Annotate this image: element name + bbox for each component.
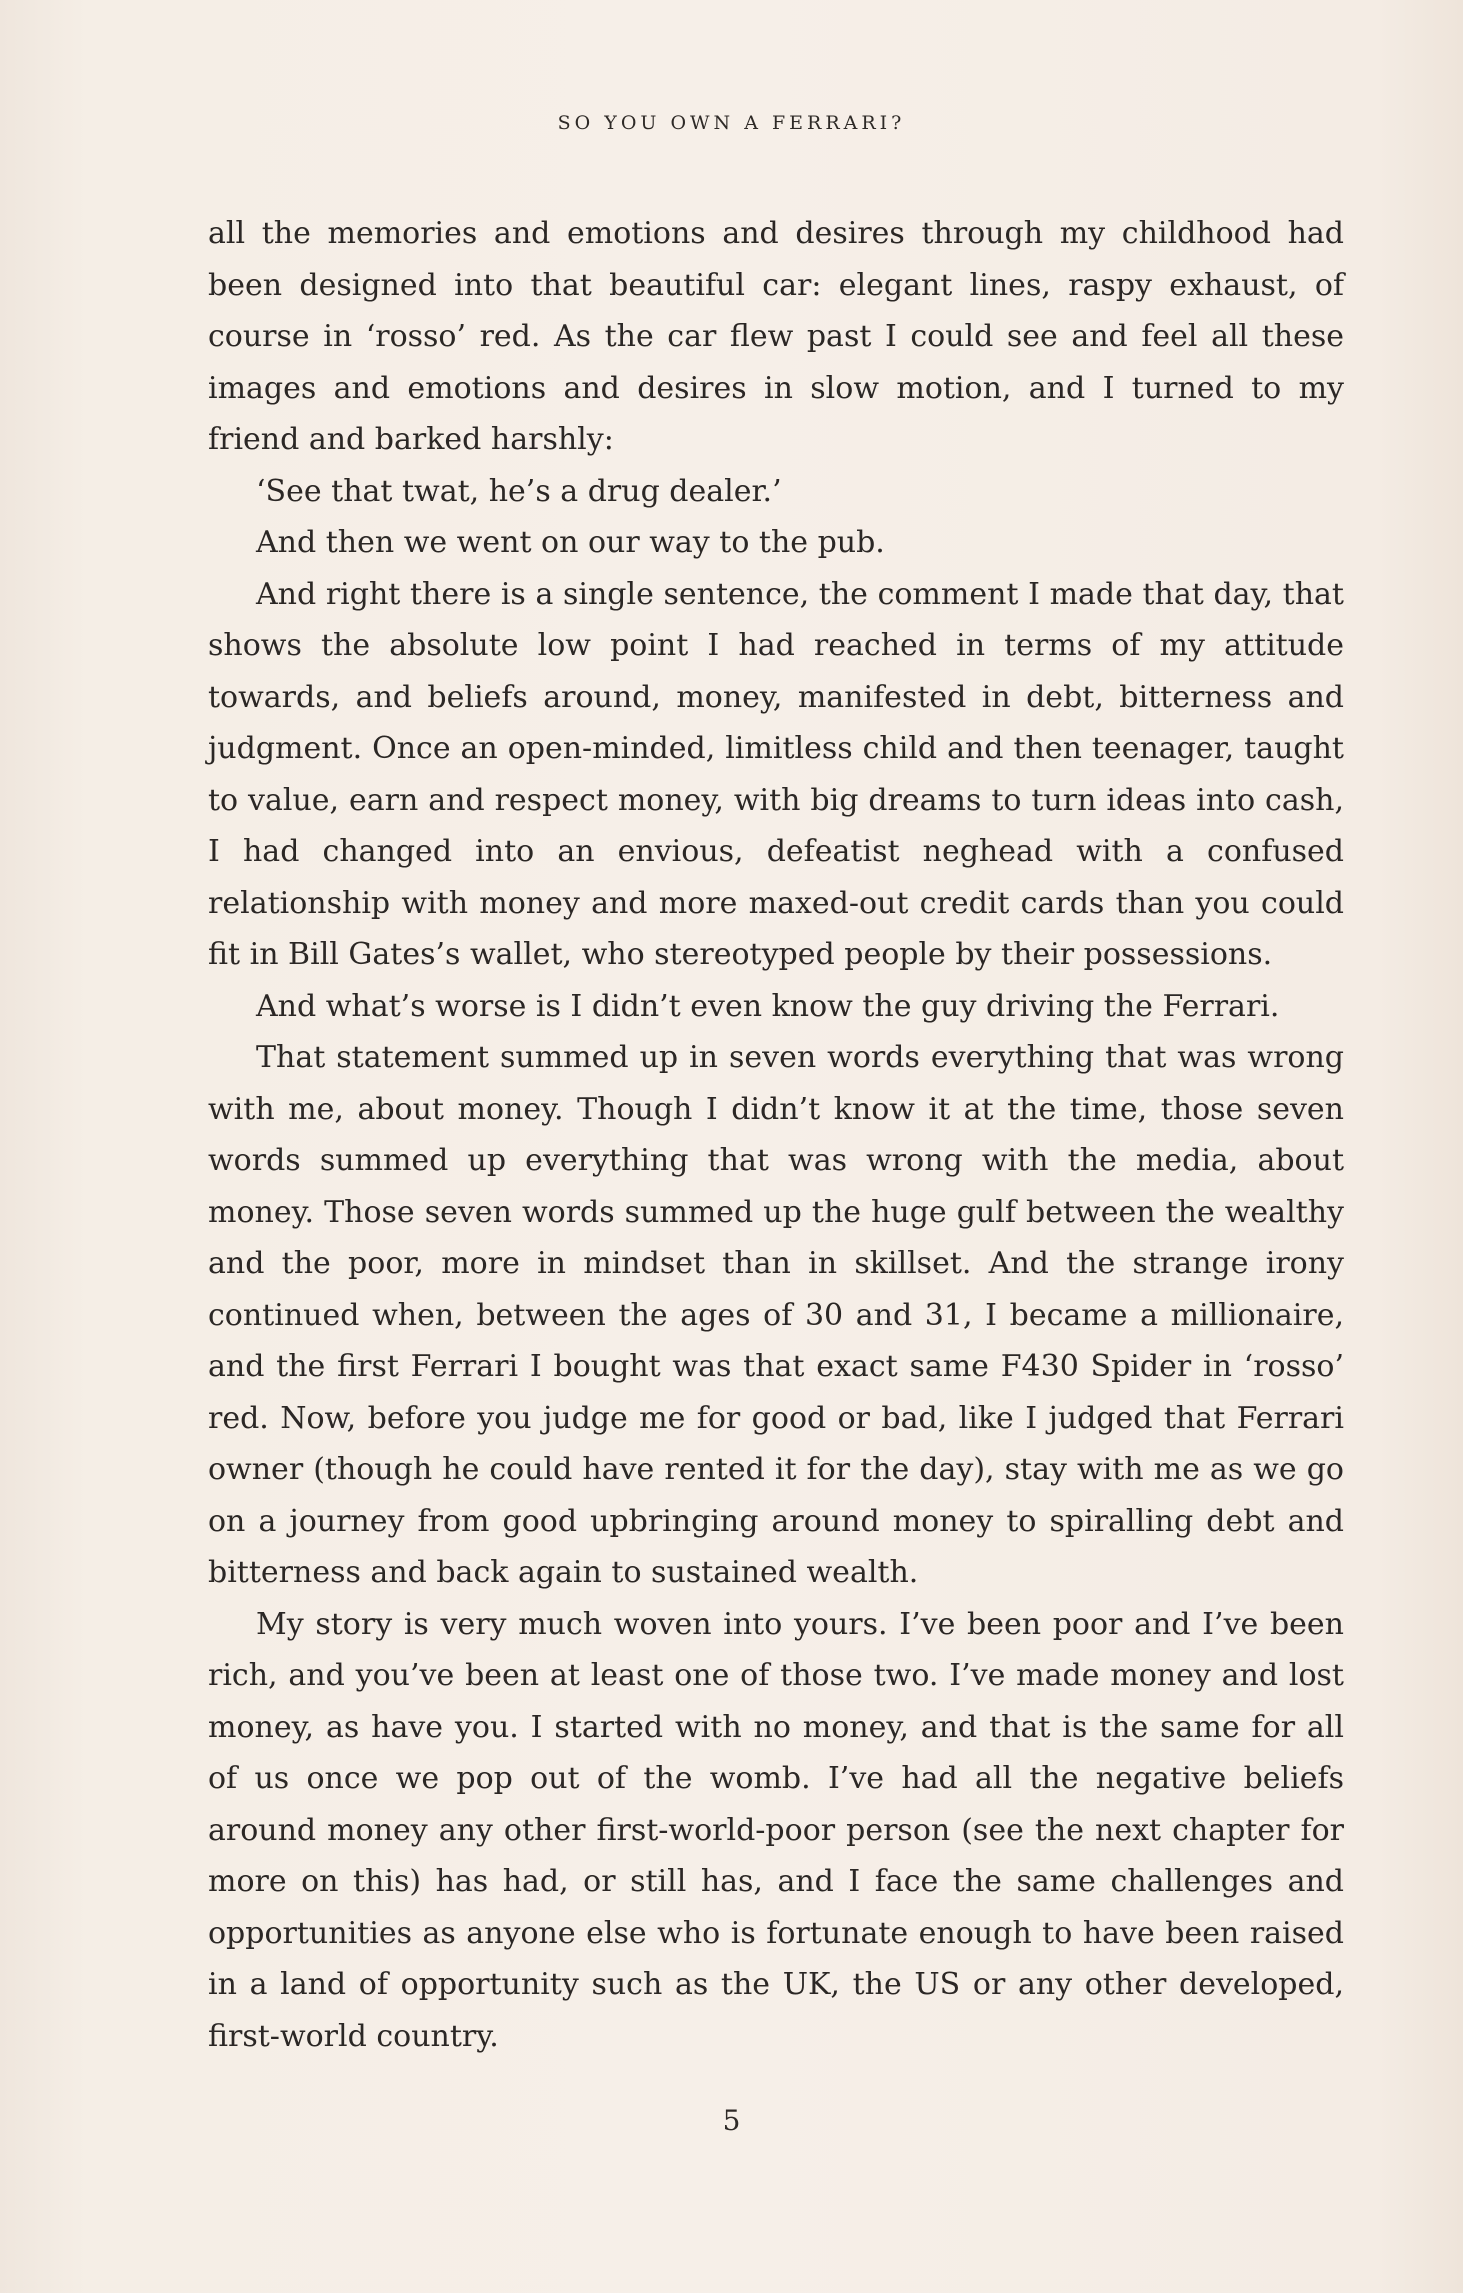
paragraph-quote: ‘See that twat, he’s a drug dealer.’: [256, 473, 782, 509]
paragraph-low-point: And right there is a single sentence, the comment I made that day, that shows the absolute low point I had reached in terms of my attitude towards, and beliefs around, money, manifested in debt, bitterness and judgment. Once an open-minded, limitless child and then teenager, taught to value, earn and respect money, with big dreams to turn ideas into cash, I had changed into an envious, defeatist neghead with a confused relationship with money and more maxed-out credit cards than you could fit in Bill Gates’s wallet, who stereotyped people by their possessions.: [208, 576, 1344, 972]
paragraph-didnt-know: And what’s worse is I didn’t even know the guy driving the Ferrari.: [256, 988, 1280, 1024]
paragraph-pub: And then we went on our way to the pub.: [256, 525, 885, 560]
paragraph-my-story: My story is very much woven into yours. I’ve been poor and I’ve been rich, and you’ve been at least one of those two. I’ve made money and lost money, as have you. I started with no money, and that is the same for all of us once we pop out of the womb. I’ve had all the negative beliefs around money any other first-world-poor person (see the next chapter for more on this) has had, or still has, and I face the same challenges and opportunities as anyone else who is fortunate enough to have been raised in a land of opportunity such as the UK, the US or any other developed, first-world country.: [208, 1606, 1344, 2054]
page-number: 5: [722, 2104, 741, 2137]
paragraph-seven-words: That statement summed up in seven words everything that was wrong with me, about money. Though I didn’t know it at the time, those seven words summed up everything that was wrong with the media, about money. Those seven words summed up the huge gulf between the wealthy and the poor, more in mindset than in skillset. And the strange irony continued when, between the ages of 30 and 31, I became a millionaire, and the first Ferrari I bought was that exact same F430 Spider in ‘rosso’ red. Now, before you judge me for good or bad, like I judged that Ferrari owner (though he could have rented it for the day), stay with me as we go on a journey from good upbringing around money to spiralling debt and bitterness and back again to sustained wealth.: [208, 1040, 1344, 1590]
running-head: SO YOU OWN A FERRARI?: [557, 112, 906, 134]
paragraph-continuation: all the memories and emotions and desires through my childhood had been designed into that beautiful car: elegant lines, raspy exhaust, of course in ‘rosso’ red. As the car flew past I could see and feel all these images and emotions and desires in slow motion, and I turned to my friend and barked harshly:: [208, 216, 1344, 457]
body-text: [208, 208, 1344, 2062]
